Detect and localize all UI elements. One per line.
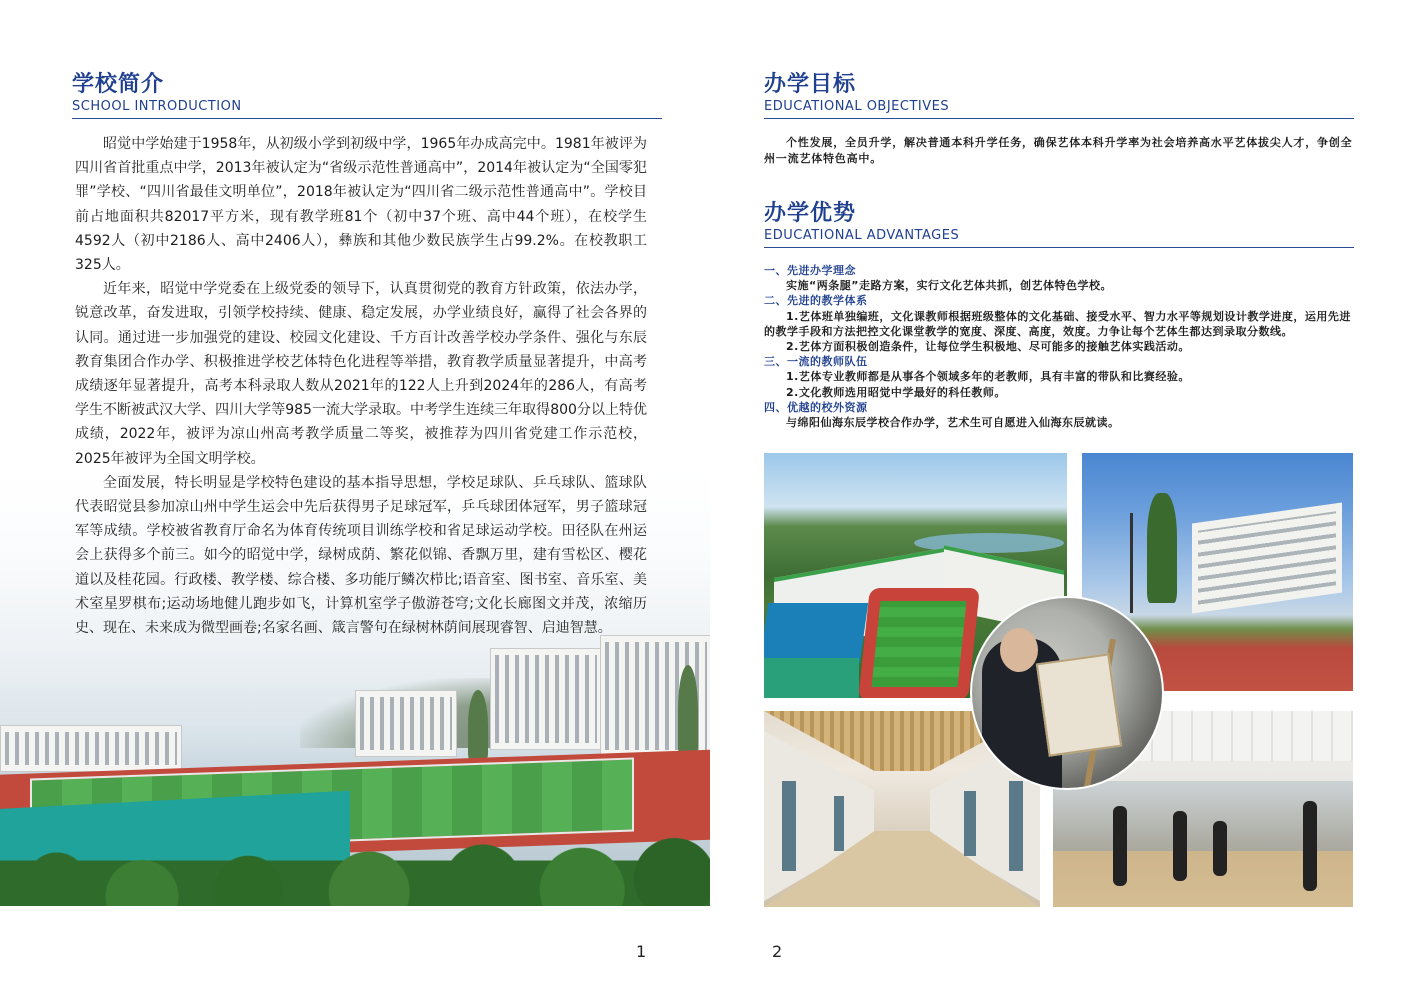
heading-rule	[764, 247, 1354, 248]
advantage-line: 2.艺体方面积极创造条件，让每位学生积极地、尽可能多的接触艺体实践活动。	[786, 340, 1190, 354]
photo-building	[1192, 502, 1342, 613]
heading-rule	[72, 118, 662, 119]
objectives-text: 个性发展，全员升学，解决普通本科升学任务，确保艺体本科升学率为社会培养高水平艺体拔尖人才，争创全州一流艺体特色高中。	[764, 136, 1353, 165]
heading-rule	[764, 118, 1354, 119]
advantage-section-title: 一、先进办学理念	[764, 264, 856, 277]
photo-football-field	[871, 601, 966, 687]
advantage-line: 实施“两条腿”走路方案，实行文化艺体共抓，创艺体特色学校。	[786, 279, 1112, 293]
photo-court	[764, 603, 868, 663]
page-number: 2	[772, 942, 783, 961]
photo-court	[764, 658, 859, 698]
photo-building	[355, 690, 457, 757]
advantage-section-title: 四、优越的校外资源	[764, 400, 868, 414]
photo-dancer	[1113, 806, 1127, 886]
intro-paragraph: 近年来，昭觉中学党委在上级党委的领导下，认真贯彻党的教育方针政策，依法办学，锐意改革，奋发进取，引领学校持续、健康、稳定发展，办学业绩良好，赢得了社会各界的认同。通过进一步加强党的建设、校园文化建设、千方百计改善学校办学条件、强化与东辰教育集团合作办学、积极推进学校艺体特色化进程等举措，教育教学质量显著提升，中高考成绩逐年显著提升，高考本科录取人数从2021年的122人上升到2024年的286人，有高考学生不断被武汉大学、四川大学等985一流大学录取。中考学生连续三年取得800分以上特优成绩，2022年，被评为凉山州高考教学质量二等奖，被推荐为四川省党建工作示范校，2025年被评为全国文明学校。	[75, 281, 647, 467]
advantage-line: 2.文化教师选用昭觉中学最好的科任教师。	[786, 385, 1006, 399]
advantage-line: 与绵阳仙海东辰学校合作办学，艺术生可自愿进入仙海东辰就读。	[786, 416, 1120, 430]
photo-dancer	[1173, 811, 1187, 881]
advantage-section-title: 二、先进的教学体系	[764, 294, 868, 308]
photo-door	[834, 796, 844, 851]
photo-lamp	[1130, 513, 1133, 613]
advantages-title: 办学优势	[764, 201, 857, 226]
objectives-subtitle: EDUCATIONAL OBJECTIVES	[764, 99, 950, 114]
advantage-line: 1.艺体专业教师都是从事各个领域多年的老教师，具有丰富的带队和比赛经验。	[786, 370, 1190, 384]
intro-paragraph: 全面发展，特长明显是学校特色建设的基本指导思想，学校足球队、乒乓球队、篮球队代表昭觉县参加凉山州中学生运会中先后获得男子足球冠军，乒乓球团体冠军，男子篮球冠军等成绩。学校被省教育厅命名为体育传统项目训练学校和省足球运动学校。田径队在州运会上获得多个前三。如今的昭觉中学，绿树成荫、繁花似锦、香飘万里，建有雪松区、樱花道以及桂花园。行政楼、教学楼、综合楼、多功能厅鳞次栉比;语音室、图书室、音乐室、美术室星罗棋布;运动场地健儿跑步如飞，计算机室学子傲游苍穹;文化长廊图文并茂，浓缩历史、现在、未来成为微型画卷;名家名画、箴言警句在绿树林荫间展现睿智、启迪智慧。	[75, 474, 647, 637]
intro-heading	[72, 72, 662, 119]
advantages-heading	[764, 201, 1354, 248]
photo-dancer	[1303, 801, 1317, 891]
advantage-section-title: 三、一流的教师队伍	[764, 355, 868, 369]
photo-face	[1000, 628, 1038, 672]
advantages-subtitle: EDUCATIONAL ADVANTAGES	[764, 228, 960, 243]
intro-subtitle: SCHOOL INTRODUCTION	[72, 99, 242, 114]
intro-body	[75, 132, 647, 640]
advantages-list	[764, 263, 1356, 430]
intro-paragraph: 昭觉中学始建于1958年，从初级小学到初级中学，1965年办成高完中。1981年被评为四川省首批重点中学，2013年被认定为“省级示范性普通高中”，2014年被认定为“全国零犯罪”学校、“四川省最佳文明单位”，2018年被认定为“四川省二级示范性普通高中”。学校目前占地面积共82017平方米，现有教学班81个（初中37个班、高中44个班），在校学生4592人（初中2186人、高中2406人），彝族和其他少数民族学生占99.2%。在校教职工325人。	[75, 136, 647, 274]
photo-tree	[678, 665, 698, 755]
advantage-line: 1.艺体班单独编班，文化课教师根据班级整体的文化基础、接受水平、智力水平等规划设计教学进度，运用先进的教学手段和方法把控文化课堂教学的宽度、深度、高度，效度。力争让每个艺体生都达到录取分数线。	[764, 309, 1351, 338]
photo-tree	[1147, 493, 1177, 603]
art-student-circle-photo	[970, 596, 1164, 790]
photo-dancer	[1213, 821, 1227, 876]
photo-door	[782, 781, 796, 871]
page-number: 1	[636, 942, 647, 961]
photo-door	[964, 791, 976, 856]
page-right	[712, 0, 1418, 999]
photo-building	[490, 648, 602, 750]
photo-drawing-board	[1036, 653, 1122, 756]
photo-shrubs	[0, 820, 710, 906]
photo-tree	[468, 690, 488, 760]
photo-door	[1009, 781, 1023, 871]
objectives-title: 办学目标	[764, 72, 857, 97]
intro-title: 学校简介	[72, 72, 165, 97]
photo-building	[0, 725, 182, 772]
objectives-heading	[764, 72, 1354, 119]
